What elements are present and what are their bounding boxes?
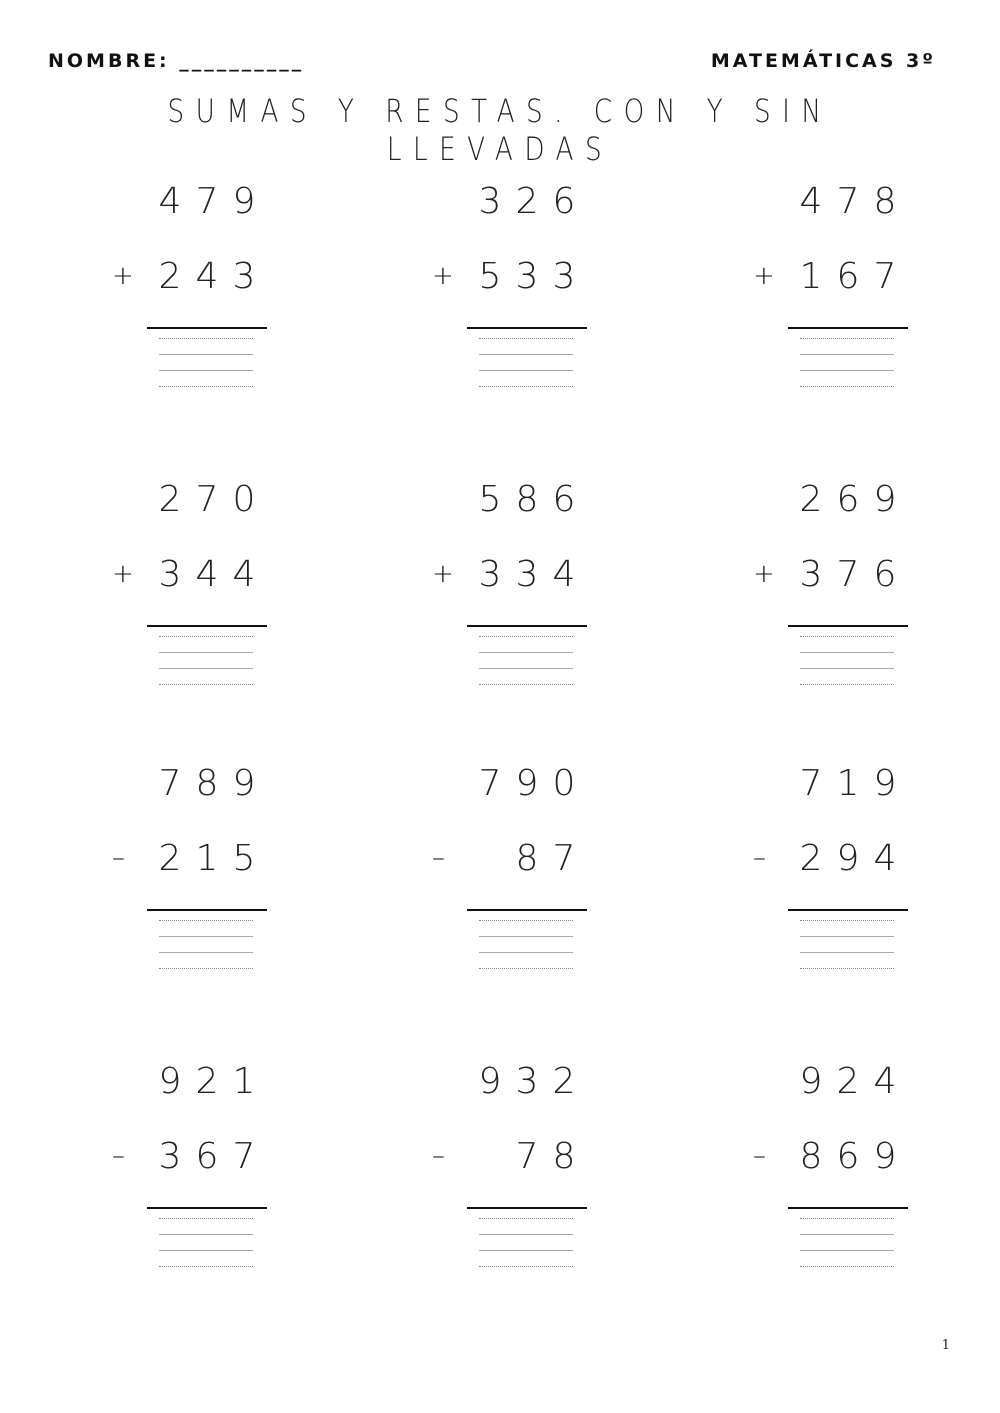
digit-group	[477, 1060, 577, 1104]
problem-block	[753, 180, 953, 420]
digit-group	[798, 478, 898, 522]
answer-writing-area[interactable]	[159, 920, 253, 972]
second-operand	[753, 553, 953, 603]
answer-line	[788, 625, 908, 627]
answer-writing-area[interactable]	[800, 920, 894, 972]
guide-line	[800, 636, 894, 637]
first-operand	[753, 478, 953, 528]
operator-sign: –	[432, 1141, 445, 1171]
guide-line	[800, 684, 894, 685]
first-operand	[432, 1060, 632, 1110]
digit-group	[477, 255, 577, 299]
answer-writing-area[interactable]	[159, 338, 253, 390]
guide-line	[159, 636, 253, 637]
digit: 7	[158, 763, 182, 804]
second-operand	[432, 837, 632, 887]
answer-writing-area[interactable]	[800, 1218, 894, 1270]
digit: 4	[195, 554, 219, 595]
answer-line	[788, 327, 908, 329]
digit: 3	[515, 554, 539, 595]
guide-line	[800, 968, 894, 969]
first-operand	[112, 180, 312, 230]
first-operand	[112, 478, 312, 528]
guide-line	[159, 386, 253, 387]
digit-group	[798, 837, 898, 881]
digit: 3	[478, 554, 502, 595]
problem-block	[432, 762, 632, 1002]
guide-line	[800, 354, 894, 355]
guide-line	[479, 1218, 573, 1219]
digit: 9	[836, 838, 860, 879]
digit-group	[477, 180, 577, 224]
digit: 0	[232, 479, 256, 520]
second-operand	[432, 255, 632, 305]
second-operand	[112, 553, 312, 603]
answer-writing-area[interactable]	[479, 338, 573, 390]
problem-block	[112, 1060, 312, 1300]
digit: 8	[552, 1136, 576, 1177]
digit: 7	[515, 1136, 539, 1177]
digit: 9	[515, 763, 539, 804]
guide-line	[479, 684, 573, 685]
guide-line	[479, 636, 573, 637]
digit: 2	[158, 479, 182, 520]
guide-line	[159, 1266, 253, 1267]
guide-line	[159, 652, 253, 653]
digit: 3	[552, 256, 576, 297]
first-operand	[432, 762, 632, 812]
operator-sign: –	[112, 1141, 125, 1171]
digit: 2	[799, 838, 823, 879]
guide-line	[479, 668, 573, 669]
digit-group	[157, 553, 257, 597]
problem-block	[753, 762, 953, 1002]
digit: 9	[873, 763, 897, 804]
guide-line	[159, 936, 253, 937]
answer-writing-area[interactable]	[479, 636, 573, 688]
first-operand	[112, 762, 312, 812]
digit: 2	[158, 256, 182, 297]
digit: 3	[232, 256, 256, 297]
digit: 7	[552, 838, 576, 879]
operator-sign: +	[112, 261, 134, 291]
digit-group	[477, 1135, 577, 1179]
digit: 4	[158, 181, 182, 222]
digit: 2	[799, 479, 823, 520]
digit: 7	[836, 181, 860, 222]
digit: 0	[552, 763, 576, 804]
guide-line	[800, 668, 894, 669]
guide-line	[800, 936, 894, 937]
problem-block	[753, 1060, 953, 1300]
digit	[477, 1135, 503, 1179]
digit: 7	[873, 256, 897, 297]
digit-group	[798, 553, 898, 597]
digit: 3	[478, 181, 502, 222]
digit: 5	[478, 479, 502, 520]
guide-line	[800, 920, 894, 921]
answer-line	[147, 909, 267, 911]
second-operand	[112, 1135, 312, 1185]
digit: 7	[799, 763, 823, 804]
digit: 4	[195, 256, 219, 297]
guide-line	[800, 1218, 894, 1219]
digit: 6	[836, 479, 860, 520]
operator-sign: –	[432, 843, 445, 873]
guide-line	[159, 1234, 253, 1235]
digit: 5	[478, 256, 502, 297]
digit: 7	[232, 1136, 256, 1177]
digit: 8	[799, 1136, 823, 1177]
operator-sign: –	[112, 843, 125, 873]
problem-block	[753, 478, 953, 718]
operator-sign: +	[753, 261, 775, 291]
digit: 6	[836, 1136, 860, 1177]
guide-line	[159, 952, 253, 953]
digit: 7	[478, 763, 502, 804]
problem-block	[432, 1060, 632, 1300]
digit: 2	[836, 1061, 860, 1102]
answer-line	[147, 625, 267, 627]
guide-line	[159, 1250, 253, 1251]
guide-line	[159, 668, 253, 669]
guide-line	[800, 652, 894, 653]
guide-line	[479, 386, 573, 387]
digit: 1	[836, 763, 860, 804]
guide-line	[159, 968, 253, 969]
answer-line	[467, 327, 587, 329]
digit-group	[477, 762, 577, 806]
answer-writing-area[interactable]	[159, 636, 253, 688]
operator-sign: +	[753, 559, 775, 589]
digit	[477, 837, 503, 881]
guide-line	[159, 370, 253, 371]
first-operand	[753, 762, 953, 812]
first-operand	[432, 180, 632, 230]
digit-group	[157, 837, 257, 881]
guide-line	[479, 936, 573, 937]
digit: 8	[873, 181, 897, 222]
name-label: NOMBRE: __________	[48, 50, 305, 72]
answer-line	[467, 625, 587, 627]
problem-block	[432, 478, 632, 718]
digit: 4	[799, 181, 823, 222]
guide-line	[800, 1250, 894, 1251]
digit: 3	[515, 256, 539, 297]
answer-line	[467, 1207, 587, 1209]
digit: 3	[799, 554, 823, 595]
operator-sign: –	[753, 1141, 766, 1171]
operator-sign: –	[753, 843, 766, 873]
problem-block	[432, 180, 632, 420]
digit: 4	[552, 554, 576, 595]
answer-writing-area[interactable]	[479, 920, 573, 972]
digit: 2	[195, 1061, 219, 1102]
answer-line	[467, 909, 587, 911]
digit: 3	[158, 554, 182, 595]
guide-line	[800, 370, 894, 371]
digit-group	[477, 478, 577, 522]
digit: 4	[873, 1061, 897, 1102]
guide-line	[800, 386, 894, 387]
first-operand	[753, 1060, 953, 1110]
guide-line	[479, 338, 573, 339]
digit-group	[798, 1060, 898, 1104]
answer-line	[788, 1207, 908, 1209]
guide-line	[479, 920, 573, 921]
digit: 6	[873, 554, 897, 595]
digit-group	[157, 1060, 257, 1104]
digit: 2	[158, 838, 182, 879]
answer-writing-area[interactable]	[800, 338, 894, 390]
guide-line	[159, 338, 253, 339]
digit-group	[157, 180, 257, 224]
guide-line	[479, 1234, 573, 1235]
digit: 8	[515, 838, 539, 879]
subject-label: MATEMÁTICAS 3º	[710, 50, 936, 72]
digit-group	[798, 762, 898, 806]
second-operand	[432, 553, 632, 603]
digit-group	[798, 180, 898, 224]
guide-line	[479, 652, 573, 653]
digit: 6	[552, 181, 576, 222]
digit: 9	[873, 1136, 897, 1177]
problem-block	[112, 180, 312, 420]
guide-line	[479, 354, 573, 355]
digit: 6	[552, 479, 576, 520]
guide-line	[800, 1234, 894, 1235]
digit-group	[798, 255, 898, 299]
second-operand	[753, 837, 953, 887]
answer-line	[147, 1207, 267, 1209]
digit: 7	[195, 479, 219, 520]
digit-group	[157, 1135, 257, 1179]
digit: 9	[478, 1061, 502, 1102]
digit: 9	[232, 181, 256, 222]
guide-line	[479, 968, 573, 969]
digit: 4	[232, 554, 256, 595]
answer-line	[788, 909, 908, 911]
guide-line	[800, 952, 894, 953]
digit: 9	[799, 1061, 823, 1102]
guide-line	[800, 338, 894, 339]
second-operand	[753, 1135, 953, 1185]
digit-group	[157, 255, 257, 299]
first-operand	[432, 478, 632, 528]
second-operand	[432, 1135, 632, 1185]
guide-line	[159, 354, 253, 355]
digit: 4	[873, 838, 897, 879]
guide-line	[479, 370, 573, 371]
digit-group	[477, 553, 577, 597]
digit: 8	[515, 479, 539, 520]
digit: 2	[515, 181, 539, 222]
digit: 1	[195, 838, 219, 879]
digit: 1	[799, 256, 823, 297]
guide-line	[159, 920, 253, 921]
answer-writing-area[interactable]	[159, 1218, 253, 1270]
digit: 2	[552, 1061, 576, 1102]
guide-line	[159, 1218, 253, 1219]
guide-line	[479, 1250, 573, 1251]
problem-block	[112, 762, 312, 1002]
guide-line	[479, 1266, 573, 1267]
digit: 3	[158, 1136, 182, 1177]
guide-line	[159, 684, 253, 685]
first-operand	[112, 1060, 312, 1110]
digit-group	[798, 1135, 898, 1179]
digit: 6	[195, 1136, 219, 1177]
operator-sign: +	[112, 559, 134, 589]
digit-group	[477, 837, 577, 881]
digit: 9	[873, 479, 897, 520]
digit: 8	[195, 763, 219, 804]
digit: 1	[232, 1061, 256, 1102]
guide-line	[800, 1266, 894, 1267]
second-operand	[112, 837, 312, 887]
digit: 3	[515, 1061, 539, 1102]
digit: 7	[836, 554, 860, 595]
digit: 9	[232, 763, 256, 804]
page-number: 1	[941, 1338, 950, 1353]
digit-group	[157, 478, 257, 522]
second-operand	[753, 255, 953, 305]
problem-block	[112, 478, 312, 718]
first-operand	[753, 180, 953, 230]
answer-writing-area[interactable]	[479, 1218, 573, 1270]
digit: 6	[836, 256, 860, 297]
digit: 9	[158, 1061, 182, 1102]
operator-sign: +	[432, 559, 454, 589]
guide-line	[479, 952, 573, 953]
digit-group	[157, 762, 257, 806]
second-operand	[112, 255, 312, 305]
digit: 5	[232, 838, 256, 879]
answer-writing-area[interactable]	[800, 636, 894, 688]
worksheet-title: SUMAS Y RESTAS. CON Y SIN LLEVADAS	[167, 92, 833, 168]
operator-sign: +	[432, 261, 454, 291]
answer-line	[147, 327, 267, 329]
digit: 7	[195, 181, 219, 222]
